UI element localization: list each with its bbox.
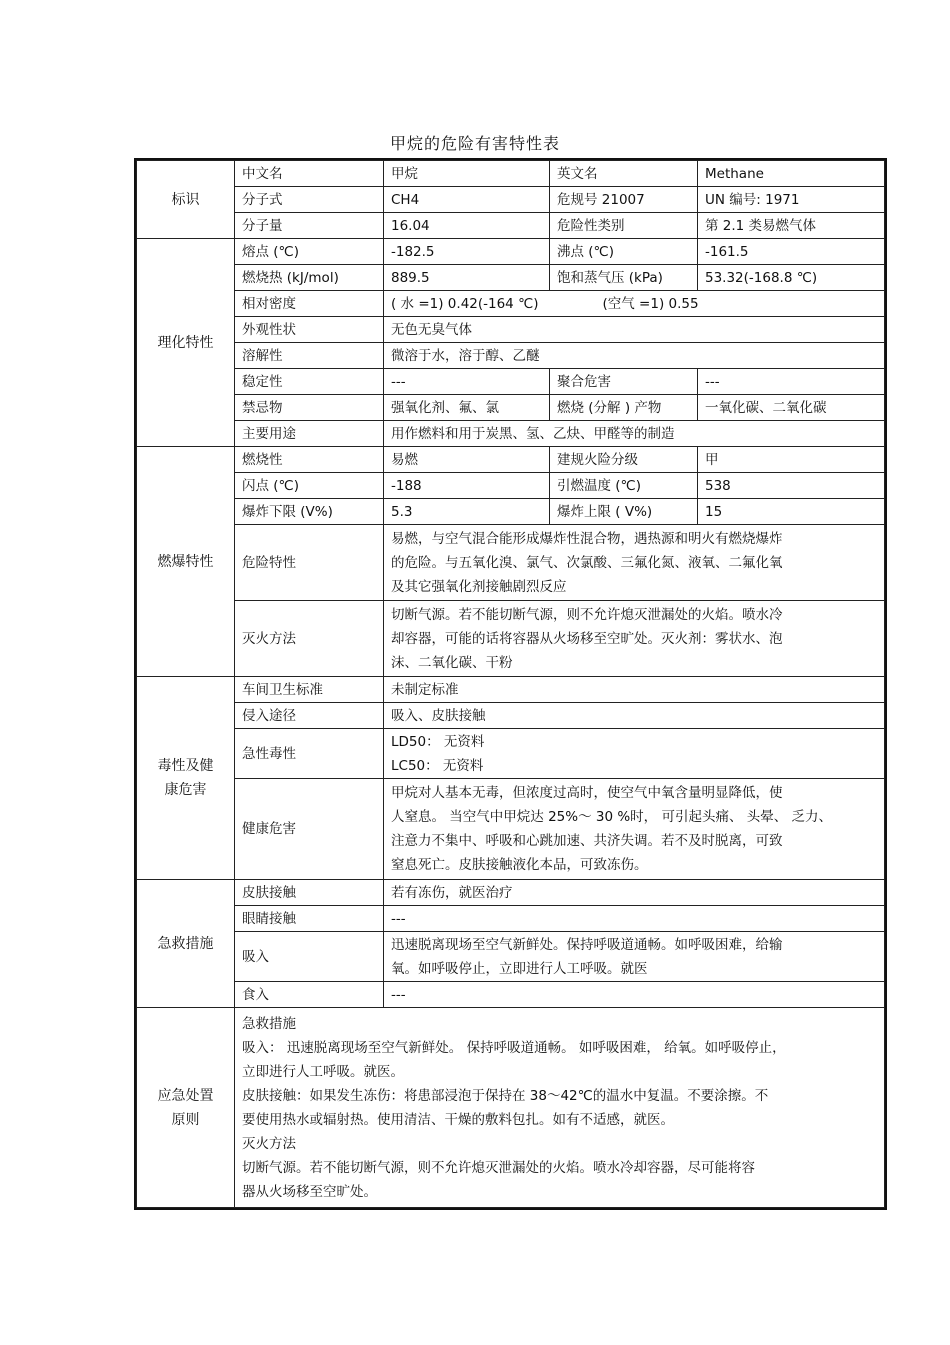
- hazard-class-label: 危险性类别: [550, 213, 698, 239]
- table-row: [137, 317, 885, 343]
- emergency-line: 急救措施: [242, 1015, 296, 1032]
- table-row: [137, 161, 885, 187]
- skin-contact-label: 皮肤接触: [235, 880, 384, 906]
- appearance-value: 无色无臭气体: [384, 317, 885, 343]
- combustion-heat-value: 889.5: [384, 265, 550, 291]
- entry-route-value: 吸入、皮肤接触: [384, 703, 885, 729]
- cn-name-value: 甲烷: [384, 161, 550, 187]
- table-row: [137, 447, 885, 473]
- lel-label: 爆炸下限 (V%): [235, 499, 384, 525]
- health-line: 窒息死亡。皮肤接触液化本品，可致冻伤。: [391, 857, 648, 873]
- fire-class-value: 甲: [698, 447, 885, 473]
- table-row: [137, 982, 885, 1008]
- section-toxicity-line: 康危害: [164, 782, 207, 798]
- formula-value: CH4: [384, 187, 550, 213]
- polymerization-label: 聚合危害: [550, 369, 698, 395]
- health-line: 注意力不集中、呼吸和心跳加速、共济失调。若不及时脱离，可致: [391, 833, 783, 849]
- hygiene-standard-label: 车间卫生标准: [235, 677, 384, 703]
- table-row: [137, 369, 885, 395]
- hazard-value: [384, 525, 885, 601]
- appearance-label: 外观性状: [235, 317, 384, 343]
- table-row: [137, 677, 885, 703]
- extinguish-label: 灭火方法: [235, 601, 384, 677]
- melting-point-label: 熔点 (℃): [235, 239, 384, 265]
- emergency-line: 器从火场移至空旷处。: [242, 1183, 377, 1200]
- emergency-line: 要使用热水或辐射热。使用清洁、干燥的敷料包扎。如有不适感，就医。: [242, 1111, 674, 1128]
- density-water: ( 水 =1) 0.42(-164 ℃): [391, 295, 539, 312]
- use-value: 用作燃料和用于炭黑、氢、乙炔、甲醛等的制造: [384, 421, 885, 447]
- table-row: [137, 729, 885, 779]
- en-name-label: 英文名: [550, 161, 698, 187]
- inhalation-line: 迅速脱离现场至空气新鲜处。保持呼吸道通畅。如呼吸困难，给输: [391, 936, 783, 953]
- emergency-content: [235, 1008, 885, 1208]
- boiling-point-label: 沸点 (℃): [550, 239, 698, 265]
- flash-point-label: 闪点 (℃): [235, 473, 384, 499]
- boiling-point-value: -161.5: [698, 239, 885, 265]
- entry-route-label: 侵入途径: [235, 703, 384, 729]
- table-row: [137, 291, 885, 317]
- lc50-value: LC50： 无资料: [391, 757, 484, 774]
- table-row: [137, 421, 885, 447]
- emergency-line: 切断气源。若不能切断气源，则不允许熄灭泄漏处的火焰。喷水冷却容器，尽可能将容: [242, 1159, 755, 1176]
- ignition-temp-label: 引燃温度 (℃): [550, 473, 698, 499]
- skin-contact-value: 若有冻伤，就医治疗: [384, 880, 885, 906]
- section-identification: 标识: [137, 161, 235, 239]
- stability-value: ---: [384, 369, 550, 395]
- table-row: [137, 932, 885, 982]
- molecular-weight-value: 16.04: [384, 213, 550, 239]
- vapor-pressure-label: 饱和蒸气压 (kPa): [550, 265, 698, 291]
- table-row: [137, 906, 885, 932]
- table-row: [137, 187, 885, 213]
- flammability-value: 易燃: [384, 447, 550, 473]
- ignition-temp-value: 538: [698, 473, 885, 499]
- section-emergency-principles: [137, 1008, 235, 1208]
- incompatible-label: 禁忌物: [235, 395, 384, 421]
- hazard-line: 的危险。与五氧化溴、氯气、次氯酸、三氟化氮、液氧、二氟化氧: [391, 554, 783, 571]
- table-row: [137, 213, 885, 239]
- hygiene-standard-value: 未制定标准: [384, 677, 885, 703]
- extinguish-line: 切断气源。若不能切断气源，则不允许熄灭泄漏处的火焰。喷水冷: [391, 606, 783, 623]
- uel-label: 爆炸上限 ( V%): [550, 499, 698, 525]
- hazard-label: 危险特性: [235, 525, 384, 601]
- cn-name-label: 中文名: [235, 161, 384, 187]
- inhalation-label: 吸入: [235, 932, 384, 982]
- ingestion-label: 食入: [235, 982, 384, 1008]
- eye-contact-label: 眼睛接触: [235, 906, 384, 932]
- table-row: [137, 499, 885, 525]
- section-fire-explosion: 燃爆特性: [137, 447, 235, 677]
- ld50-value: LD50： 无资料: [391, 733, 485, 750]
- ingestion-value: ---: [384, 982, 885, 1008]
- hazard-class-value: 第 2.1 类易燃气体: [698, 213, 885, 239]
- table-row: [137, 395, 885, 421]
- table-row: [137, 473, 885, 499]
- section-emergency-line: 应急处置: [157, 1087, 214, 1104]
- un-number: UN 编号: 1971: [698, 187, 885, 213]
- density-value: [384, 291, 885, 317]
- emergency-line: 吸入： 迅速脱离现场至空气新鲜处。 保持呼吸道通畅。 如呼吸困难， 给氧。如呼吸停止，: [242, 1039, 786, 1056]
- table-row: [137, 880, 885, 906]
- acute-toxicity-value: [384, 729, 885, 779]
- section-physical-chemical: 理化特性: [137, 239, 235, 447]
- acute-toxicity-label: 急性毒性: [235, 729, 384, 779]
- health-hazard-label: 健康危害: [235, 779, 384, 880]
- page-title: 甲烷的危险有害特性表: [389, 134, 560, 153]
- emergency-line: 灭火方法: [242, 1135, 296, 1152]
- health-line: 甲烷对人基本无毒，但浓度过高时，使空气中氧含量明显降低，使: [391, 785, 783, 801]
- fire-class-label: 建规火险分级: [550, 447, 698, 473]
- section-first-aid: 急救措施: [137, 880, 235, 1008]
- use-label: 主要用途: [235, 421, 384, 447]
- section-toxicity-line: 毒性及健: [157, 758, 214, 774]
- health-hazard-value: [384, 779, 885, 880]
- lel-value: 5.3: [384, 499, 550, 525]
- eye-contact-value: ---: [384, 906, 885, 932]
- solubility-label: 溶解性: [235, 343, 384, 369]
- table-row: [137, 1008, 885, 1208]
- density-label: 相对密度: [235, 291, 384, 317]
- inhalation-line: 氧。如呼吸停止，立即进行人工呼吸。就医: [391, 960, 648, 977]
- table-row: [137, 265, 885, 291]
- flash-point-value: -188: [384, 473, 550, 499]
- extinguish-line: 却容器，可能的话将容器从火场移至空旷处。灭火剂：雾状水、泡: [391, 630, 783, 647]
- stability-label: 稳定性: [235, 369, 384, 395]
- table-row: [137, 779, 885, 880]
- inhalation-value: [384, 932, 885, 982]
- incompatible-value: 强氧化剂、氟、氯: [384, 395, 550, 421]
- extinguish-value: [384, 601, 885, 677]
- flammability-label: 燃烧性: [235, 447, 384, 473]
- table-row: [137, 343, 885, 369]
- formula-label: 分子式: [235, 187, 384, 213]
- hazard-number: 危规号 21007: [550, 187, 698, 213]
- hazard-line: 易燃，与空气混合能形成爆炸性混合物，遇热源和明火有燃烧爆炸: [391, 530, 783, 547]
- density-air: (空气 =1) 0.55: [602, 295, 699, 312]
- health-line: 人窒息。 当空气中甲烷达 25%～ 30 %时， 可引起头痛、 头晕、 乏力、: [391, 809, 833, 825]
- en-name-value: Methane: [698, 161, 885, 187]
- decomposition-label: 燃烧 (分解 ) 产物: [550, 395, 698, 421]
- hazard-properties-table: [136, 160, 885, 1208]
- vapor-pressure-value: 53.32(-168.8 ℃): [698, 265, 885, 291]
- table-row: [137, 601, 885, 677]
- section-toxicity-health: [137, 677, 235, 880]
- decomposition-value: 一氧化碳、二氧化碳: [698, 395, 885, 421]
- table-row: [137, 703, 885, 729]
- combustion-heat-label: 燃烧热 (kJ/mol): [235, 265, 384, 291]
- molecular-weight-label: 分子量: [235, 213, 384, 239]
- melting-point-value: -182.5: [384, 239, 550, 265]
- table-row: [137, 239, 885, 265]
- uel-value: 15: [698, 499, 885, 525]
- solubility-value: 微溶于水，溶于醇、乙醚: [384, 343, 885, 369]
- extinguish-line: 沫、二氧化碳、干粉: [391, 654, 513, 671]
- emergency-line: 皮肤接触：如果发生冻伤：将患部浸泡于保持在 38～42℃的温水中复温。不要涂擦。不: [242, 1087, 769, 1104]
- hazard-line: 及其它强氧化剂接触剧烈反应: [391, 578, 567, 595]
- table-row: [137, 525, 885, 601]
- section-emergency-line: 原则: [171, 1111, 200, 1128]
- polymerization-value: ---: [698, 369, 885, 395]
- emergency-line: 立即进行人工呼吸。就医。: [242, 1063, 404, 1080]
